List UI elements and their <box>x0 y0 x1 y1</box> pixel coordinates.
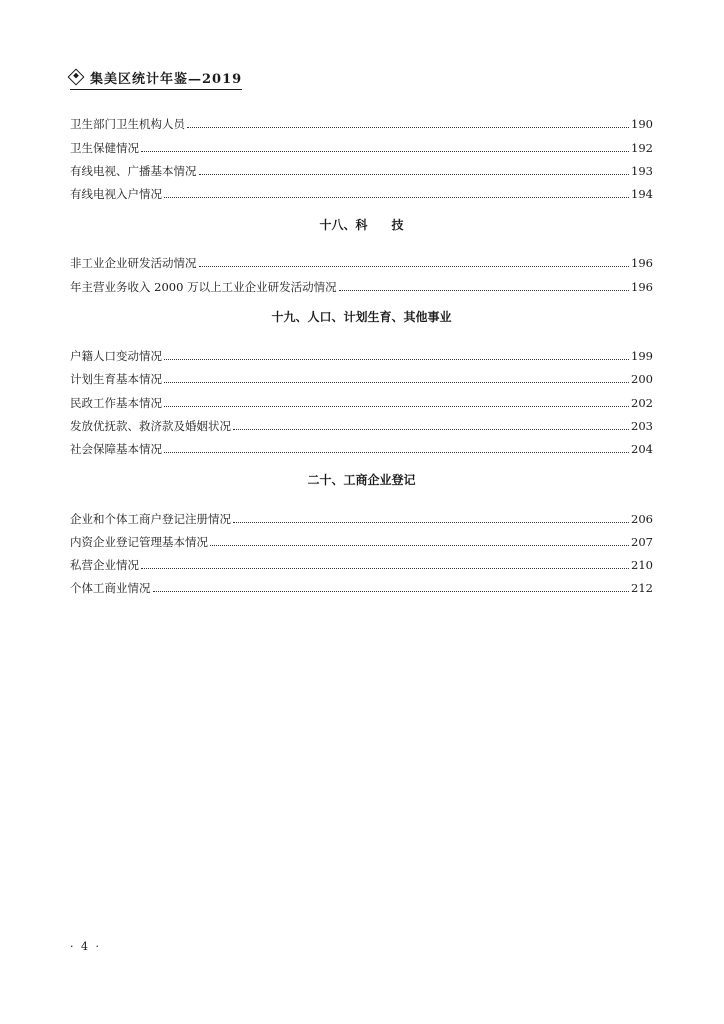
section-heading: 十八、科 技 <box>319 217 404 232</box>
toc-entry-page: 210 <box>631 558 653 573</box>
toc-entry-page: 202 <box>631 395 653 410</box>
toc-entry[interactable] <box>70 549 653 572</box>
toc-entry-label: 卫生部门卫生机构人员 <box>70 117 185 132</box>
toc-entry-label: 有线电视、广播基本情况 <box>70 163 197 178</box>
toc-entry[interactable] <box>70 386 653 409</box>
toc-entry[interactable] <box>70 108 653 131</box>
section-heading: 十九、人口、计划生育、其他事业 <box>271 310 452 325</box>
dot-leader <box>164 359 629 360</box>
toc-entry[interactable] <box>70 340 653 363</box>
toc-entry-page: 196 <box>631 279 653 294</box>
dot-leader <box>339 290 629 291</box>
dot-leader <box>187 127 629 128</box>
toc-entry-label: 年主营业务收入 2000 万以上工业企业研发活动情况 <box>70 279 337 294</box>
diamond-icon <box>68 69 85 86</box>
toc-entry[interactable] <box>70 270 653 293</box>
toc-entry-label: 有线电视入户情况 <box>70 187 162 202</box>
toc-entry-page: 199 <box>631 349 653 364</box>
toc-entry-page: 206 <box>631 511 653 526</box>
toc-entry-page: 194 <box>631 187 653 202</box>
toc-entry[interactable] <box>70 178 653 201</box>
toc-entry-label: 发放优抚款、救济款及婚姻状况 <box>70 418 231 433</box>
toc-entry-page: 190 <box>631 117 653 132</box>
toc-entry-label: 内资企业登记管理基本情况 <box>70 534 208 549</box>
toc-entry-label: 非工业企业研发活动情况 <box>70 256 197 271</box>
toc-entry-label: 个体工商业情况 <box>70 581 151 596</box>
toc-entry-label: 民政工作基本情况 <box>70 395 162 410</box>
toc-entry-label: 社会保障基本情况 <box>70 442 162 457</box>
toc-entry-page: 193 <box>631 163 653 178</box>
dot-leader <box>210 545 629 546</box>
dot-leader <box>164 452 629 453</box>
dot-leader <box>199 174 630 175</box>
toc-entry[interactable] <box>70 572 653 595</box>
toc-entry[interactable] <box>70 410 653 433</box>
running-header <box>70 67 242 90</box>
dot-leader <box>164 197 629 198</box>
toc-entry[interactable] <box>70 363 653 386</box>
toc-entry-page: 200 <box>631 372 653 387</box>
dot-leader <box>164 406 629 407</box>
toc-entry[interactable] <box>70 155 653 178</box>
toc-entry-page: 212 <box>631 581 653 596</box>
table-of-contents <box>70 108 653 595</box>
dot-leader <box>233 522 629 523</box>
toc-entry-page: 207 <box>631 534 653 549</box>
toc-entry-page: 192 <box>631 140 653 155</box>
toc-entry[interactable] <box>70 247 653 270</box>
toc-entry-page: 204 <box>631 442 653 457</box>
toc-entry-page: 196 <box>631 256 653 271</box>
dot-leader <box>233 429 629 430</box>
section-heading: 二十、工商企业登记 <box>307 472 416 487</box>
toc-entry[interactable] <box>70 502 653 525</box>
toc-entry-label: 卫生保健情况 <box>70 140 139 155</box>
toc-entry[interactable] <box>70 433 653 456</box>
dot-leader <box>141 568 629 569</box>
page-number: · 4 · <box>70 940 101 953</box>
yearbook-title: 集美区统计年鉴—2019 <box>90 71 243 87</box>
toc-entry-page: 203 <box>631 418 653 433</box>
dot-leader <box>199 266 630 267</box>
dot-leader <box>153 591 630 592</box>
toc-entry-label: 户籍人口变动情况 <box>70 349 162 364</box>
toc-entry-label: 企业和个体工商户登记注册情况 <box>70 511 231 526</box>
toc-entry[interactable] <box>70 131 653 154</box>
toc-entry-label: 私营企业情况 <box>70 558 139 573</box>
toc-entry-label: 计划生育基本情况 <box>70 372 162 387</box>
dot-leader <box>164 382 629 383</box>
dot-leader <box>141 151 629 152</box>
toc-entry[interactable] <box>70 526 653 549</box>
